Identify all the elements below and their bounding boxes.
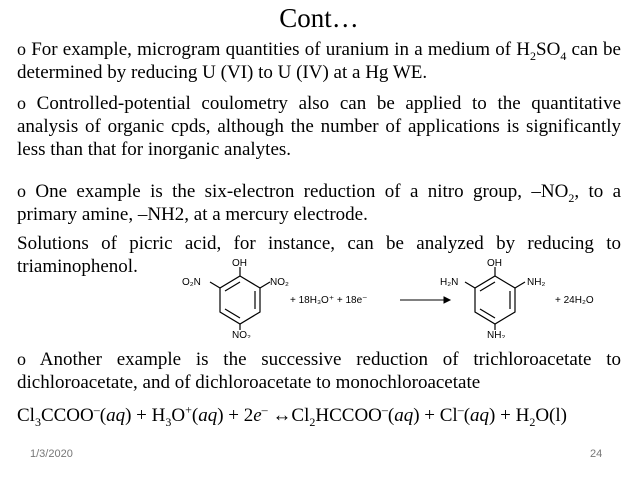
- eq-part: HCCOO: [315, 405, 382, 426]
- eq-sup: –: [457, 402, 464, 417]
- eq-part: (: [191, 405, 199, 426]
- eq-part: ↔Cl: [267, 405, 310, 426]
- reactant-right-label: NO₂: [270, 277, 289, 288]
- picric-acid-structure: [210, 267, 270, 330]
- eq-sub: 3: [34, 414, 41, 429]
- p3-text-b: , to a primary amine, –NH2, at a mercury electrode.: [17, 181, 622, 225]
- eq-sup: –: [261, 402, 268, 417]
- p2-text: Controlled-potential coulometry also can be applied to the quantitative analysis of organic cpds, although the number of applications is significantly less than that for inorganic analytes.: [17, 93, 621, 160]
- eq-part: ) + 2: [217, 405, 254, 426]
- eq-electron: e: [253, 405, 262, 426]
- eq-part: ) + H: [125, 405, 166, 426]
- bullet-marker: o: [17, 39, 26, 59]
- eq-part: ) + Cl: [413, 405, 458, 426]
- footer-date: 1/3/2020: [30, 448, 73, 460]
- eq-part: ) + H: [489, 405, 530, 426]
- reactant-oh-label: OH: [232, 258, 247, 269]
- eq-sup: +: [185, 402, 192, 417]
- reactant-left-label: O₂N: [182, 277, 201, 288]
- product-bottom-label: NH₂: [487, 330, 506, 338]
- eq-sub: 2: [529, 414, 536, 429]
- eq-sup: –: [381, 402, 388, 417]
- eq-aq: aq: [106, 405, 126, 426]
- eq-aq: aq: [394, 405, 414, 426]
- product-left-label: H₂N: [440, 277, 459, 288]
- p1-text-c: can be determined by reducing U (VI) to U (IV) at a Hg WE.: [17, 39, 621, 83]
- eq-sub: 2: [309, 414, 316, 429]
- eq-part: O: [171, 405, 186, 426]
- chloroacetate-equation: [17, 404, 621, 428]
- picric-reduction-diagram: [160, 258, 630, 338]
- eq-part: (: [99, 405, 107, 426]
- p1-text-a: For example, microgram quantities of uranium in a medium of H: [31, 39, 531, 60]
- triaminophenol-structure: [465, 267, 525, 330]
- slide-number: 24: [590, 448, 603, 460]
- bullet-nitro: [17, 180, 621, 226]
- bullet-marker: o: [17, 349, 26, 369]
- eq-part: (: [463, 405, 471, 426]
- bullet-organic: [17, 92, 621, 161]
- reagents-label: + 18H₃O⁺ + 18e⁻: [290, 295, 368, 306]
- slide-title: Cont…: [279, 3, 359, 33]
- bullet-marker: o: [17, 93, 26, 113]
- eq-part: O(l): [535, 405, 567, 426]
- bullet-uranium: [17, 38, 621, 84]
- eq-part: (: [387, 405, 395, 426]
- p5-text: Another example is the successive reduction of trichloroacetate to dichloroacetate, and of dichloroacetate to monochloroacetate: [17, 349, 622, 393]
- p4-text: Solutions of picric acid, for instance, can be analyzed by reducing to triaminophenol.: [17, 233, 621, 277]
- eq-sup: –: [93, 402, 100, 417]
- p3-sub: 2: [568, 190, 575, 205]
- p1-sub-2: 4: [560, 48, 567, 63]
- eq-part: CCOO: [40, 405, 94, 426]
- p1-sub-1: 2: [530, 48, 537, 63]
- product-oh-label: OH: [487, 258, 502, 269]
- byproduct-label: + 24H₂O: [555, 295, 594, 306]
- bullet-marker: o: [17, 181, 26, 201]
- eq-aq: aq: [198, 405, 218, 426]
- p1-text-b: SO: [536, 39, 561, 60]
- eq-part: Cl: [17, 405, 35, 426]
- reaction-arrow: [400, 297, 450, 303]
- eq-sub: 3: [165, 414, 172, 429]
- bullet-trichloroacetate: [17, 348, 621, 394]
- reactant-bottom-label: NO₂: [232, 330, 251, 338]
- eq-aq: aq: [470, 405, 490, 426]
- product-right-label: NH₂: [527, 277, 546, 288]
- p3-text-a: One example is the six-electron reduction of a nitro group, –NO: [35, 181, 569, 202]
